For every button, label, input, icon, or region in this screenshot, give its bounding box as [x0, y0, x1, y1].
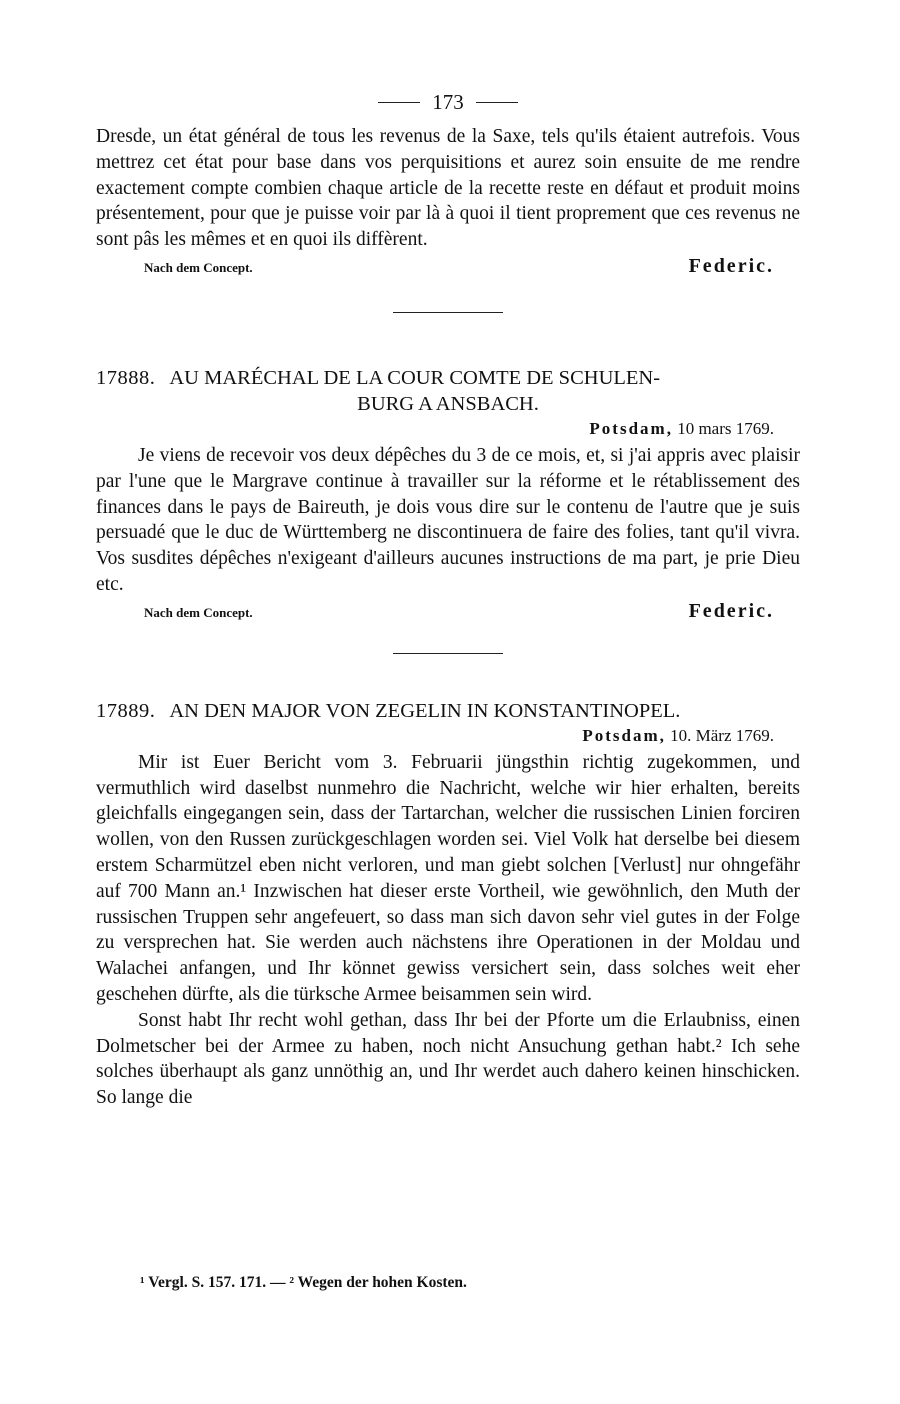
date-place: Potsdam,	[589, 418, 673, 438]
letter-body: Je viens de recevoir vos deux dépêches du 3 de ce mois, et, si j'ai appris avec plaisir par l'une que le Margrave continue à travailler sur la réforme et le rétablissement des finances dans le pays de Baireuth, je dois vous dire sur le contenu de l'autre que je suis persuadé que le duc de Württemberg ne discontinuera de faire des folies, tant qu'il vivra. Vos susdites dépêches n'exigeant d'ailleurs aucunes instructions de ma part, je prie Dieu etc.	[96, 444, 800, 595]
letter-addressee: AU MARÉCHAL DE LA COUR COMTE DE SCHULEN-	[169, 366, 661, 389]
letter-body-paragraph: Sonst habt Ihr recht wohl gethan, dass Ihr bei der Pforte um die Erlaubniss, einen Dolmetscher bei der Armee zu haben, noch nicht Ansuchung gethan habt.² Ich sehe solches überhaupt als ganz unnöthig an, und Ihr werdet auch dahero keinen hinschicken. So lange die	[96, 1009, 800, 1109]
date: 10 mars 1769.	[677, 418, 774, 438]
letter-addressee: AN DEN MAJOR VON ZEGELIN IN KONSTANTINOPEL.	[169, 699, 681, 722]
page-number: 173	[432, 89, 464, 114]
page-header	[96, 80, 800, 124]
letter-addressee-continued: BURG A ANSBACH.	[357, 392, 539, 415]
footnotes: ¹ Vergl. S. 157. 171. — ² Wegen der hohen Kosten.	[140, 1274, 467, 1291]
letter-number: 17888.	[96, 366, 156, 389]
letter-body-paragraph: Mir ist Euer Bericht vom 3. Februarii jüngsthin richtig zugekommen, und vermuthlich wird daselbst nunmehro die Nachricht, welche wir hier erhalten, bereits gleichfalls eingegangen sein, dass der Tartarchan, welcher die russischen Linien forciren wollen, von den Russen zurückgeschlagen worden sei. Viel Volk hat derselbe bei diesem erstem Scharmützel eben nicht verloren, und man giebt solchen [Verlust] nur ohngefähr auf 700 Mann an.¹ Inzwischen hat dieser erste Vortheil, wie gewöhnlich, den Muth der russischen Truppen sehr angefeuert, so dass man sich davon sehr viel gutes in der Folge zu versprechen hat. Sie werden auch nächstens ihre Operationen in der Moldau und Walachei anfangen, und Ihr könnet gewiss versichert sein, dass solches weit eher geschehen dürfte, als die türksche Armee beisammen sein wird.	[96, 751, 800, 1005]
continuation-signature-line	[96, 255, 800, 278]
letter-dateline	[96, 726, 800, 746]
source-note: Nach dem Concept.	[144, 259, 253, 275]
page	[96, 80, 800, 1111]
letter-signature-line	[96, 600, 800, 623]
signature: Federic.	[688, 254, 774, 277]
letter-number: 17889.	[96, 699, 156, 722]
signature: Federic.	[688, 599, 774, 622]
continuation-paragraph: Dresde, un état général de tous les revenus de la Saxe, tels qu'ils étaient autrefois. Vous mettrez cet état pour base dans vos perquisitions et aurez soin ensuite de me rendre exactement compte combien chaque article de la recette reste en défaut et produit moins présentement, pour que je puisse voir par là à quoi il tient proprement que ces revenus ne sont pâs les mêmes et en quoi ils diffèrent.	[96, 126, 800, 251]
date: 10. März 1769.	[670, 725, 774, 745]
header-dash-left	[378, 102, 420, 103]
header-dash-right	[476, 102, 518, 103]
date-place: Potsdam,	[582, 725, 666, 745]
letter-heading	[96, 698, 800, 724]
letter-dateline	[96, 419, 800, 439]
letter-heading	[96, 365, 800, 391]
source-note: Nach dem Concept.	[144, 604, 253, 620]
